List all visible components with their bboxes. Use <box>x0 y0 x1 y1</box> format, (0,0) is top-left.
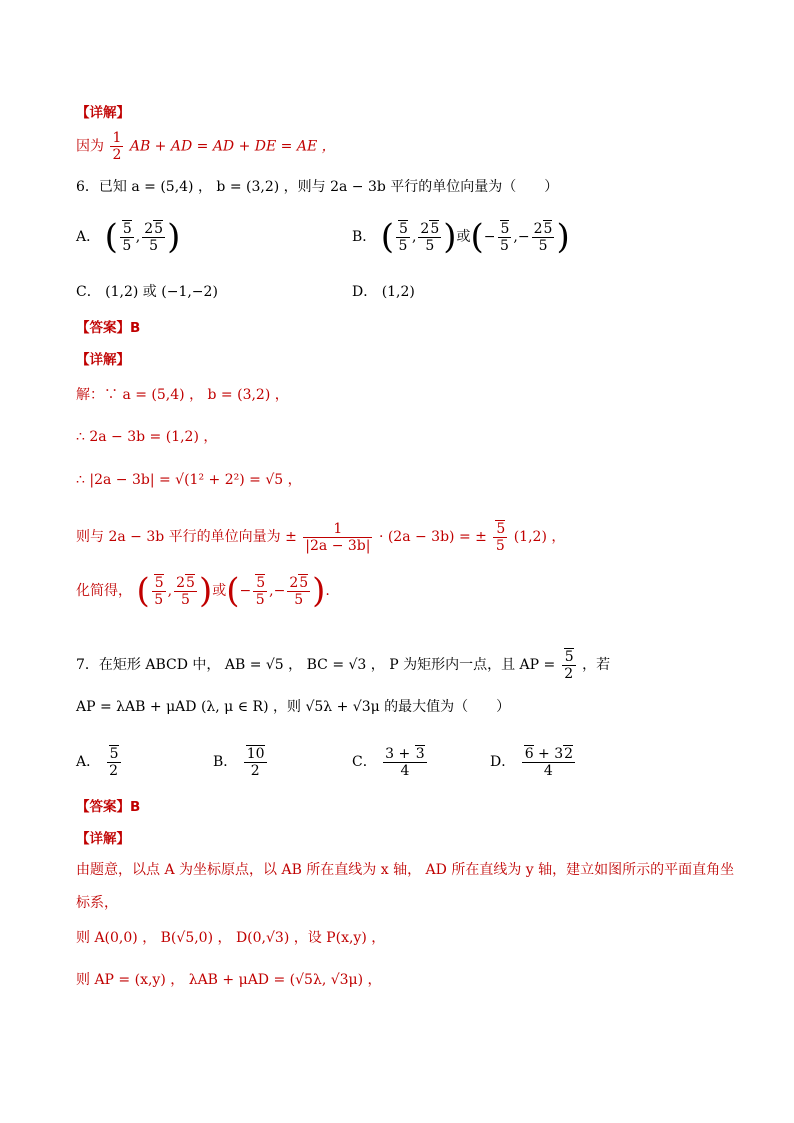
q7-option-b: B． $\frac{10}{2}$ <box>213 746 265 779</box>
fraction: $\frac{1}{2}$ <box>112 130 122 163</box>
q7-solution-line-4: 则 AP = (x,y) ， λAB + μAD = (√5λ, √3μ) ， <box>76 972 382 988</box>
q6-answer: 【答案】B <box>76 320 141 336</box>
q7-option-a: A． $\frac{5}{2}$ <box>76 746 119 779</box>
q6-detail-label: 【详解】 <box>76 352 130 368</box>
q6-option-d: D． (1,2) <box>352 284 415 300</box>
question-7-stem-line-1: 7．在矩形 ABCD 中， AB = √5 ， BC = √3 ， P 为矩形内一点，且 AP = $\frac{5}{2}$ ，若 <box>76 649 611 682</box>
q6-solution-line-1: 解：∵ a = (5,4) ， b = (3,2) ， <box>76 387 289 403</box>
q6-solution-line-4: 则与 2a − 3b 平行的单位向量为 ± $\frac{1}{|2a - 3b|}$ · (2a − 3b) = ± $\frac{5}{5}$ (1,2) ， <box>76 520 566 554</box>
q6-solution-line-2: ∴ 2a − 3b = (1,2) ， <box>76 429 218 445</box>
q6-option-a: A． ( $\frac{5}{5}$ , $\frac{25}{5}$ ) <box>76 217 181 257</box>
prev-solution-line: 因为 $\frac{1}{2}$ AB + AD = AD + DE = AE ， <box>76 130 336 163</box>
section-label-detail: 【详解】 <box>76 105 130 121</box>
question-7-stem-line-2: AP = λAB + μAD (λ, μ ∈ R) ，则 √5λ + √3μ 的最大值为（ ） <box>76 699 511 715</box>
q7-detail-label: 【详解】 <box>76 831 130 847</box>
q7-solution-line-3: 则 A(0,0) ， B(√5,0) ， D(0,√3) ，设 P(x,y) ， <box>76 930 386 946</box>
q7-answer: 【答案】B <box>76 799 141 815</box>
q6-solution-line-5: 化简得， ( $\frac{5}{5}$ , $\frac{25}{5}$ )或(− $\frac{5}{5}$ ,− $\frac{25}{5}$ ). <box>76 571 330 611</box>
q6-option-c: C． (1,2) 或 (−1,−2) <box>76 284 218 300</box>
q7-option-d: D． $\frac{6 + 32}{4}$ <box>490 746 574 779</box>
q6-solution-line-3: ∴ |2a − 3b| = √(1² + 2²) = √5 ， <box>76 472 302 488</box>
q7-option-c: C． $\frac{3 + 3}{4}$ <box>352 746 425 779</box>
question-6-stem: 6．已知 a = (5,4) ， b = (3,2) ，则与 2a − 3b 平行的单位向量为（ ） <box>76 179 559 195</box>
q7-solution-line-2: 标系， <box>76 895 118 911</box>
q6-option-b: B． ( $\frac{5}{5}$ , $\frac{25}{5}$ )或(− $\frac{5}{5}$ ,− $\frac{25}{5}$ ) <box>352 217 570 257</box>
q7-solution-line-1: 由题意，以点 A 为坐标原点，以 AB 所在直线为 x 轴， AD 所在直线为 y 轴，建立如图所示的平面直角坐 <box>76 862 735 878</box>
